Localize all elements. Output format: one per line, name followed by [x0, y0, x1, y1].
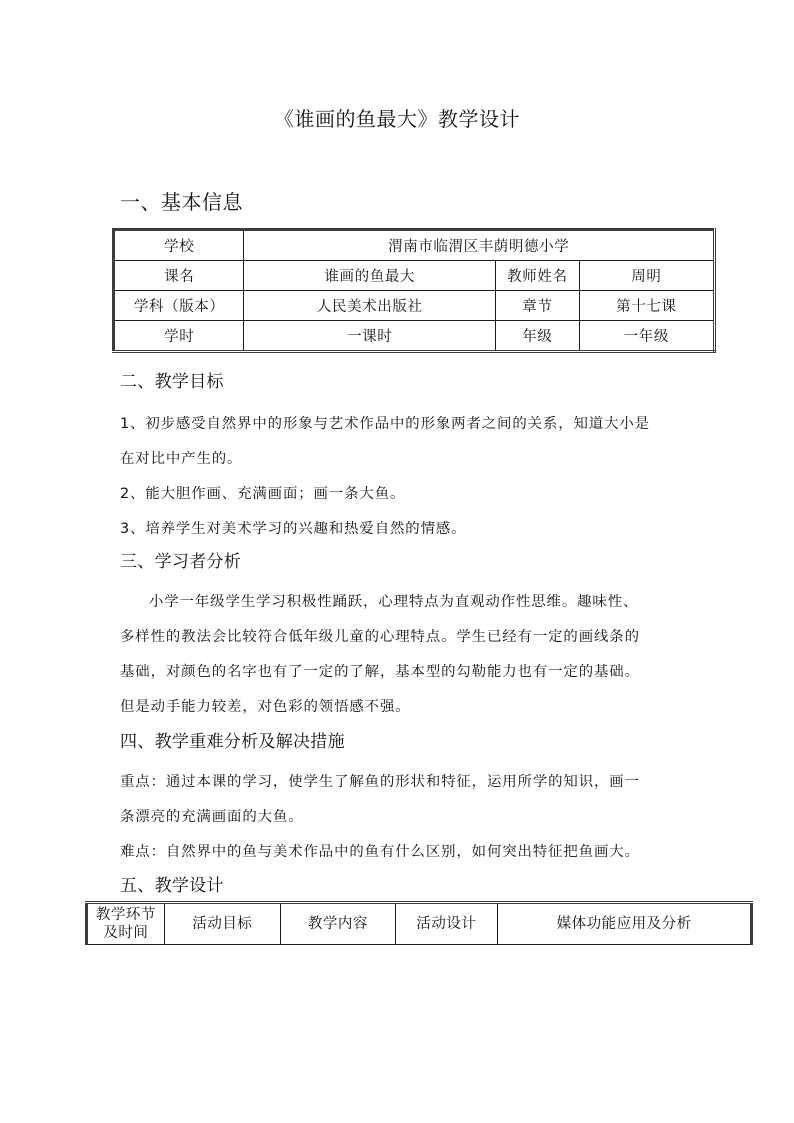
- table-row: [114, 291, 715, 321]
- column-header-activity-goal: 活动目标: [164, 903, 280, 945]
- hours-label: 学时: [114, 321, 244, 352]
- objective-line: 在对比中产生的。: [120, 451, 243, 467]
- document-title: 《谁画的鱼最大》教学设计: [274, 107, 520, 131]
- section-heading-learner-analysis: 三、学习者分析: [120, 552, 242, 572]
- learner-analysis-line: 多样性的教法会比较符合低年级儿童的心理特点。学生已经有一定的画线条的: [120, 629, 640, 645]
- teacher-value: 周明: [579, 261, 714, 291]
- chapter-value: 第十七课: [579, 291, 714, 321]
- objective-line: 3、培养学生对美术学习的兴趣和热爱自然的情感。: [120, 521, 467, 537]
- column-header-activity-design: 活动设计: [395, 903, 498, 945]
- column-header-media-analysis: 媒体功能应用及分析: [498, 903, 752, 945]
- column-header-stage-time: [87, 903, 165, 945]
- subject-label: 学科（版本）: [114, 291, 244, 321]
- teacher-label: 教师姓名: [496, 261, 580, 291]
- subject-value: 人民美术出版社: [244, 291, 496, 321]
- course-value: 谁画的鱼最大: [244, 261, 496, 291]
- section-heading-key-points: 四、教学重难分析及解决措施: [120, 732, 345, 752]
- table-row: [114, 230, 715, 261]
- table-header-row: [87, 903, 752, 945]
- table-row: [114, 261, 715, 291]
- hours-value: 一课时: [244, 321, 496, 352]
- section-heading-objectives: 二、教学目标: [120, 372, 224, 392]
- school-label: 学校: [114, 230, 244, 261]
- objective-line: 2、能大胆作画、充满画面；画一条大鱼。: [120, 486, 406, 502]
- grade-label: 年级: [496, 321, 580, 352]
- learner-analysis-line: 小学一年级学生学习积极性踊跃，心理特点为直观动作性思维。趣味性、: [149, 594, 639, 610]
- section-heading-design: 五、教学设计: [120, 876, 224, 896]
- column-header-line: 及时间: [103, 925, 149, 941]
- chapter-label: 章节: [496, 291, 580, 321]
- objective-line: 1、初步感受自然界中的形象与艺术作品中的形象两者之间的关系，知道大小是: [120, 416, 650, 432]
- column-header-teaching-content: 教学内容: [281, 903, 395, 945]
- course-label: 课名: [114, 261, 244, 291]
- column-header-line: 教学环节: [95, 907, 156, 923]
- table-row: [114, 321, 715, 352]
- section-heading-basic-info: 一、基本信息: [120, 190, 243, 214]
- learner-analysis-line: 但是动手能力较差，对色彩的领悟感不强。: [120, 699, 411, 715]
- key-point-line: 重点：通过本课的学习，使学生了解鱼的形状和特征，运用所学的知识，画一: [120, 774, 640, 790]
- learner-analysis-line: 基础，对颜色的名字也有了一定的了解，基本型的勾勒能力也有一定的基础。: [120, 664, 640, 680]
- basic-info-table: [112, 228, 716, 353]
- school-value: 渭南市临渭区丰荫明德小学: [244, 230, 715, 261]
- teaching-design-table: [85, 901, 753, 945]
- key-point-line: 条漂亮的充满画面的大鱼。: [120, 809, 304, 825]
- grade-value: 一年级: [579, 321, 714, 352]
- key-point-line: 难点：自然界中的鱼与美术作品中的鱼有什么区别，如何突出特征把鱼画大。: [120, 844, 640, 860]
